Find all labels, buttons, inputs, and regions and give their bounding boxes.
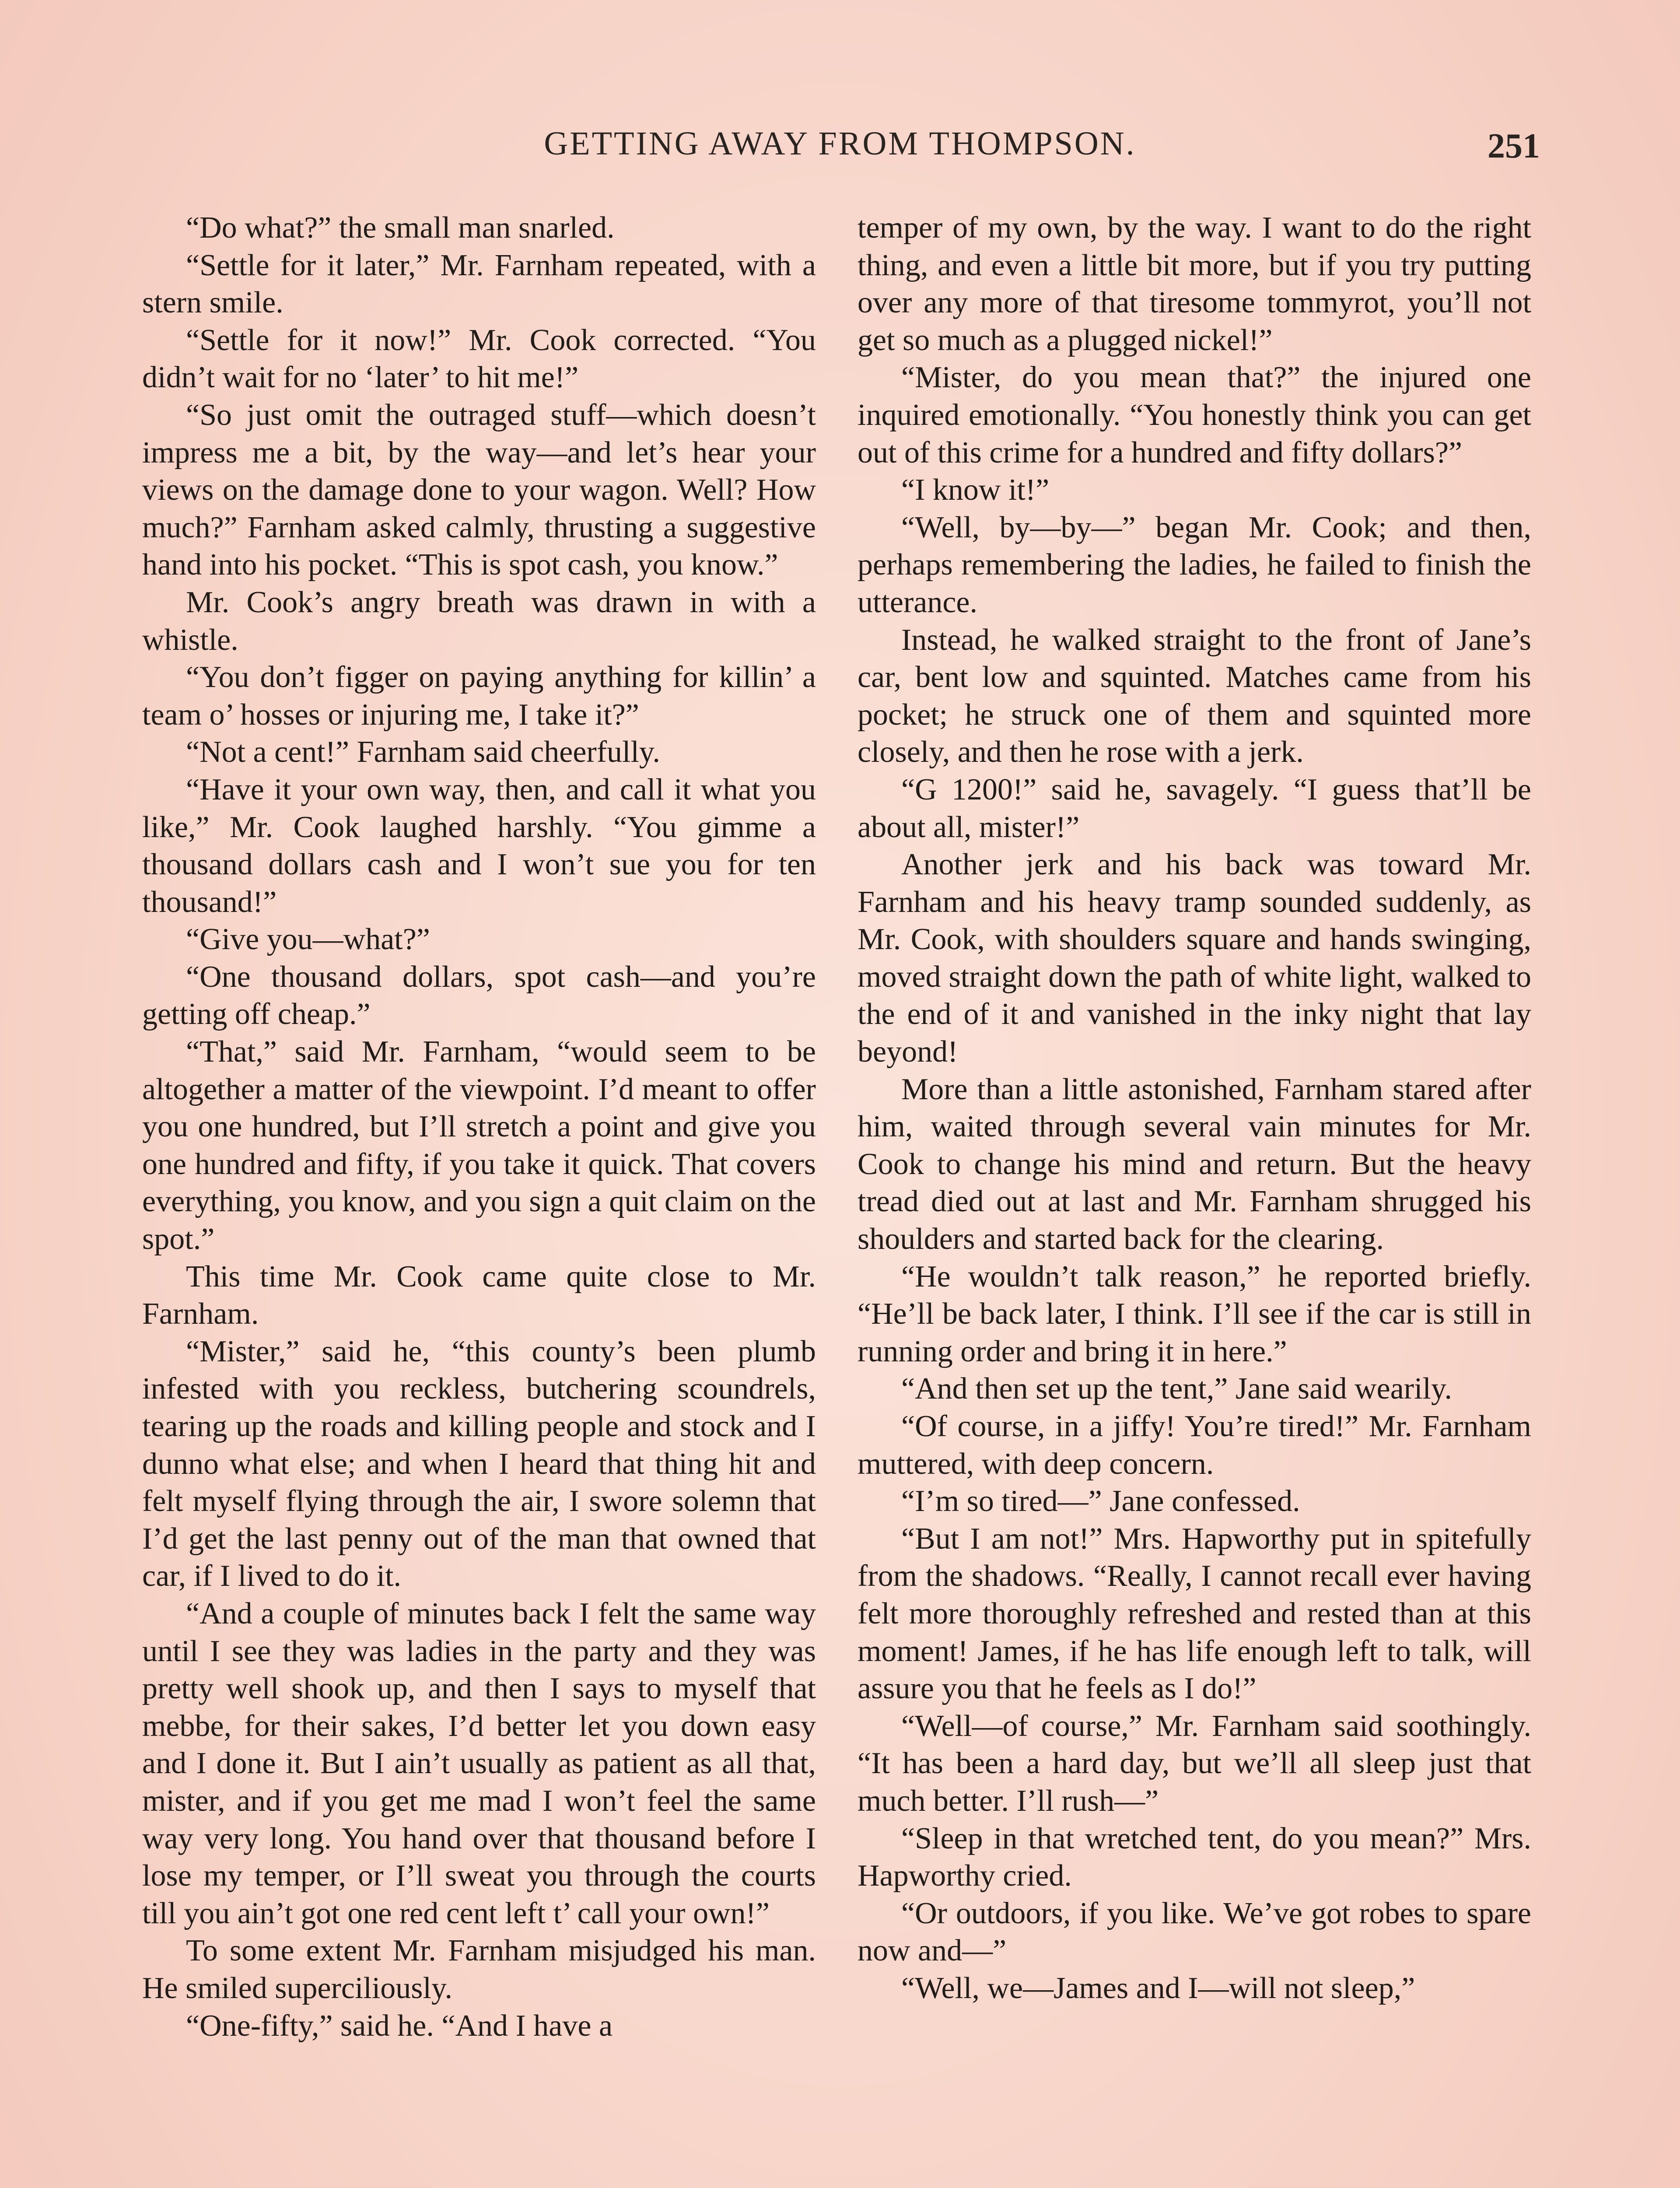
paragraph: Mr. Cook’s angry breath was drawn in with a whistle.: [142, 585, 816, 657]
right-text-column: [858, 209, 1531, 2007]
page-number: 251: [1488, 127, 1540, 165]
paragraph: This time Mr. Cook came quite close to Mr. Farnham.: [142, 1259, 816, 1331]
running-title: GETTING AWAY FROM THOMPSON.: [544, 125, 1136, 162]
paragraph: “Of course, in a jiffy! You’re tired!” Mr. Farnham muttered, with deep concern.: [858, 1410, 1531, 1481]
paragraph: “Or outdoors, if you like. We’ve got robes to spare now and—”: [858, 1896, 1531, 1968]
paragraph: “He wouldn’t talk reason,” he reported briefly. “He’ll be back later, I think. I’ll see if the car is still in running order and bring it in here.”: [858, 1259, 1531, 1368]
paragraph: “Mister, do you mean that?” the injured one inquired emotionally. “You honestly think you can get out of this crime for a hundred and fifty dollars?”: [858, 361, 1531, 470]
paragraph: “So just omit the outraged stuff—which doesn’t impress me a bit, by the way—and let’s hear your views on the damage done to your wagon. Well? How much?” Farnham asked calmly, thrusting a suggestive hand into his pocket. “This is spot cash, you know.”: [142, 398, 816, 582]
paragraph: More than a little astonished, Farnham stared after him, waited through several vain minutes for Mr. Cook to change his mind and return. But the heavy tread died out at last and Mr. Farnham shrugged his shoulders and started back for the clearing.: [858, 1072, 1531, 1256]
page-header: [140, 125, 1540, 177]
paragraph: “I know it!”: [901, 473, 1050, 507]
paragraph: “And a couple of minutes back I felt the same way until I see they was ladies in the party and they was pretty well shook up, and then I says to myself that mebbe, for their sakes, I’d better let you down easy and I done it. But I ain’t usually as patient as all that, mister, and if you get me mad I won’t feel the same way very long. You hand over that thousand before I lose my temper, or I’ll sweat you through the courts till you ain’t got one red cent left t’ call your own!”: [142, 1596, 816, 1930]
paragraph: “Mister,” said he, “this county’s been plumb infested with you reckless, butchering scoundrels, tearing up the roads and killing people and stock and I dunno what else; and when I heard that thing hit and felt myself flying through the air, I swore solemn that I’d get the last penny out of the man that owned that car, if I lived to do it.: [142, 1334, 816, 1593]
paragraph: Instead, he walked straight to the front of Jane’s car, bent low and squinted. Matches came from his pocket; he struck one of them and squinted more closely, and then he rose with a jerk.: [858, 623, 1531, 769]
paragraph: “Well—of course,” Mr. Farnham said soothingly. “It has been a hard day, but we’ll all sleep just that much better. I’ll rush—”: [858, 1709, 1531, 1818]
left-text-column: [142, 209, 816, 2044]
paragraph: “Do what?” the small man snarled.: [186, 211, 615, 245]
paragraph: To some extent Mr. Farnham misjudged his man. He smiled superciliously.: [142, 1934, 816, 2005]
paragraph: “Sleep in that wretched tent, do you mean?” Mrs. Hapworthy cried.: [858, 1821, 1531, 1893]
paragraph: “That,” said Mr. Farnham, “would seem to be altogether a matter of the viewpoint. I’d meant to offer you one hundred, but I’ll stretch a point and give you one hundred and fifty, if you take it quick. That covers everything, you know, and you sign a quit claim on the spot.”: [142, 1035, 816, 1256]
paragraph: “You don’t figger on paying anything for killin’ a team o’ hosses or injuring me, I take it?”: [142, 660, 816, 732]
paragraph: “And then set up the tent,” Jane said wearily.: [901, 1372, 1452, 1406]
paragraph: “Give you—what?”: [186, 922, 430, 957]
paragraph: “One-fifty,” said he. “And I have a: [186, 2009, 613, 2043]
paragraph: “I’m so tired—” Jane confessed.: [901, 1484, 1300, 1518]
paragraph: “One thousand dollars, spot cash—and you’re getting off cheap.”: [142, 960, 816, 1031]
paragraph: temper of my own, by the way. I want to do the right thing, and even a little bit more, but if you try putting over any more of that tiresome tommyrot, you’ll not get so much as a plugged nickel!”: [858, 211, 1531, 357]
paragraph: Another jerk and his back was toward Mr. Farnham and his heavy tramp sounded suddenly, as Mr. Cook, with shoulders square and hands swinging, moved straight down the path of white light, walked to the end of it and vanished in the inky night that lay beyond!: [858, 848, 1531, 1069]
paragraph: “Not a cent!” Farnham said cheerfully.: [186, 735, 660, 769]
paragraph: “G 1200!” said he, savagely. “I guess that’ll be about all, mister!”: [858, 772, 1531, 844]
paragraph: “Settle for it later,” Mr. Farnham repeated, with a stern smile.: [142, 248, 816, 320]
paragraph: “Well, by—by—” began Mr. Cook; and then, perhaps remembering the ladies, he failed to finish the utterance.: [858, 510, 1531, 619]
paragraph: “Well, we—James and I—will not sleep,”: [901, 1971, 1415, 2005]
paragraph: “Have it your own way, then, and call it what you like,” Mr. Cook laughed harshly. “You gimme a thousand dollars cash and I won’t sue you for ten thousand!”: [142, 772, 816, 919]
paragraph: “But I am not!” Mrs. Hapworthy put in spitefully from the shadows. “Really, I cannot recall ever having felt more thoroughly refreshed and rested than at this moment! James, if he has life enough left to talk, will assure you that he feels as I do!”: [858, 1522, 1531, 1706]
paragraph: “Settle for it now!” Mr. Cook corrected. “You didn’t wait for no ‘later’ to hit me!”: [142, 323, 816, 395]
